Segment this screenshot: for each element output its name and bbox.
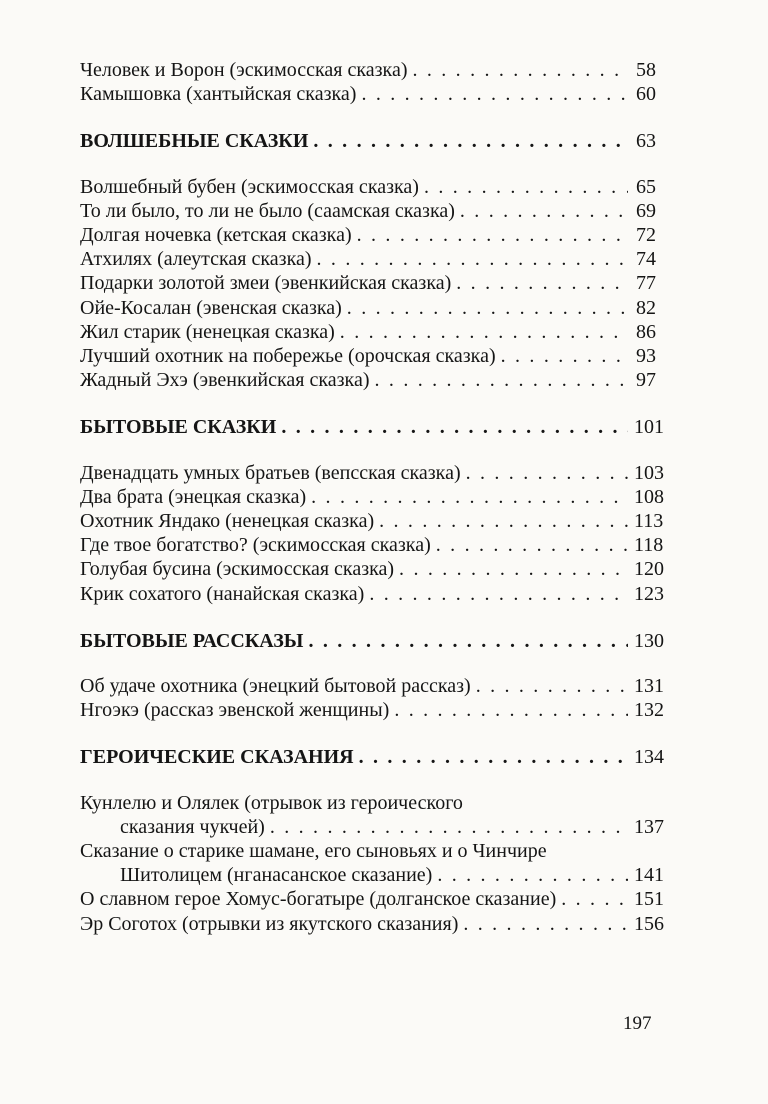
entry-page: 137: [634, 815, 664, 838]
entry-page: 120: [634, 558, 664, 581]
entry-title: Два брата (энецкая сказка): [80, 485, 307, 508]
toc-entry: [80, 199, 656, 223]
entry-title: Волшебный бубен (эскимосская сказка): [80, 175, 419, 198]
section-heading-everyday-tales: [80, 415, 664, 439]
section-page: 130: [634, 629, 664, 652]
entry-title: Подарки золотой змеи (эвенкийская сказка): [80, 272, 452, 295]
entry-title: Нгоэкэ (рассказ эвенской женщины): [80, 699, 390, 722]
leader-dots: [466, 461, 628, 485]
leader-dots: [359, 745, 628, 769]
entry-page: 60: [636, 83, 656, 106]
leader-dots: [369, 582, 628, 606]
toc-entry: [80, 58, 656, 82]
leader-dots: [308, 629, 628, 653]
entry-page: 74: [636, 248, 656, 271]
entry-page: 132: [634, 699, 664, 722]
entry-page: 151: [634, 888, 664, 911]
leader-dots: [281, 415, 628, 439]
entry-title: Человек и Ворон (эскимосская сказка): [80, 59, 408, 81]
table-of-contents: [80, 58, 664, 936]
toc-entry: [80, 368, 656, 392]
toc-entry: [80, 582, 664, 606]
toc-entry: [80, 887, 664, 911]
toc-entry: [80, 344, 656, 368]
entry-title: Жил старик (ненецкая сказка): [80, 320, 335, 343]
toc-entry: [80, 485, 664, 509]
entry-title: Лучший охотник на побережье (орочская сказка): [80, 345, 496, 368]
entry-page: 108: [634, 485, 664, 508]
toc-entry: [80, 296, 656, 320]
entry-page: 118: [634, 534, 664, 557]
entry-title: Камышовка (хантыйская сказка): [80, 83, 357, 106]
entry-page: 103: [634, 461, 664, 484]
section-page: 63: [636, 130, 656, 153]
entry-page: 156: [634, 912, 664, 935]
entry-page: 93: [636, 345, 656, 368]
entry-page: 72: [636, 224, 656, 247]
entry-title: Голубая бусина (эскимосская сказка): [80, 558, 395, 581]
toc-entry: [80, 509, 664, 533]
section-page: 101: [634, 416, 664, 439]
leader-dots: [313, 129, 628, 153]
leader-dots: [460, 199, 628, 223]
leader-dots: [270, 815, 628, 839]
toc-entry: [80, 271, 656, 295]
entry-title: Об удаче охотника (энецкий бытовой рассказ): [80, 675, 471, 698]
entry-title: То ли было, то ли не было (саамская сказка): [80, 199, 455, 222]
toc-entry: [80, 175, 656, 199]
leader-dots: [437, 863, 628, 887]
entry-title: Ойе-Косалан (эвенская сказка): [80, 296, 342, 319]
leader-dots: [424, 175, 628, 199]
leader-dots: [340, 320, 628, 344]
toc-entry: [80, 533, 664, 557]
leader-dots: [317, 247, 628, 271]
leader-dots: [311, 485, 628, 509]
section-title: БЫТОВЫЕ СКАЗКИ: [80, 416, 277, 439]
leader-dots: [394, 698, 628, 722]
entry-title: Крик сохатого (нанайская сказка): [80, 582, 365, 605]
entry-title: О славном герое Хомус-богатыре (долганское сказание): [80, 888, 557, 911]
section-page: 134: [634, 746, 664, 769]
entry-title-line1: Сказание о старике шамане, его сыновьях и о Чинчире: [80, 840, 547, 863]
leader-dots: [412, 58, 628, 82]
entry-page: 113: [634, 510, 664, 533]
section-title: ГЕРОИЧЕСКИЕ СКАЗАНИЯ: [80, 746, 354, 769]
section-heading-everyday-stories: [80, 629, 664, 653]
leader-dots: [456, 271, 628, 295]
leader-dots: [436, 533, 628, 557]
entry-page: 141: [634, 864, 664, 887]
leader-dots: [501, 344, 628, 368]
entry-page: 131: [634, 675, 664, 698]
entry-title: Долгая ночевка (кетская сказка): [80, 224, 352, 247]
leader-dots: [357, 223, 628, 247]
section-title: ВОЛШЕБНЫЕ СКАЗКИ: [80, 130, 309, 153]
toc-entry: [80, 320, 656, 344]
entry-page: 69: [636, 199, 656, 222]
leader-dots: [361, 82, 628, 106]
entry-page: 58: [636, 59, 656, 81]
toc-entry: [80, 674, 664, 698]
leader-dots: [463, 912, 628, 936]
entry-title-line2: Шитолицем (нганасанское сказание): [120, 864, 433, 887]
toc-entry: [80, 461, 664, 485]
entry-title: Двенадцать умных братьев (вепсская сказка): [80, 461, 461, 484]
entry-page: 97: [636, 369, 656, 392]
page-number: 197: [623, 1013, 652, 1034]
entry-page: 82: [636, 296, 656, 319]
leader-dots: [375, 368, 628, 392]
entry-page: 77: [636, 272, 656, 295]
section-heading-heroic-legends: [80, 745, 664, 769]
entry-page: 65: [636, 175, 656, 198]
toc-entry: [80, 223, 656, 247]
toc-entry: [80, 912, 664, 936]
toc-entry: [80, 863, 664, 887]
toc-entry: [80, 698, 664, 722]
leader-dots: [399, 557, 628, 581]
leader-dots: [379, 509, 628, 533]
entry-title: Жадный Эхэ (эвенкийская сказка): [80, 369, 370, 392]
entry-page: 123: [634, 582, 664, 605]
toc-entry: [80, 247, 656, 271]
entry-page: 86: [636, 320, 656, 343]
section-heading-magic-tales: [80, 129, 656, 153]
entry-title-line1: Кунлелю и Олялек (отрывок из героического: [80, 791, 463, 814]
entry-title: Где твое богатство? (эскимосская сказка): [80, 534, 431, 557]
entry-title: Эр Соготох (отрывки из якутского сказания): [80, 912, 459, 935]
entry-title: Атхилях (алеутская сказка): [80, 248, 312, 271]
entry-title-line2: сказания чукчей): [120, 815, 265, 838]
leader-dots: [561, 887, 628, 911]
entry-title: Охотник Яндако (ненецкая сказка): [80, 510, 375, 533]
leader-dots: [476, 674, 628, 698]
toc-entry: [80, 815, 664, 839]
toc-entry: [80, 557, 664, 581]
leader-dots: [347, 296, 628, 320]
toc-entry: [80, 82, 656, 106]
section-title: БЫТОВЫЕ РАССКАЗЫ: [80, 629, 304, 652]
